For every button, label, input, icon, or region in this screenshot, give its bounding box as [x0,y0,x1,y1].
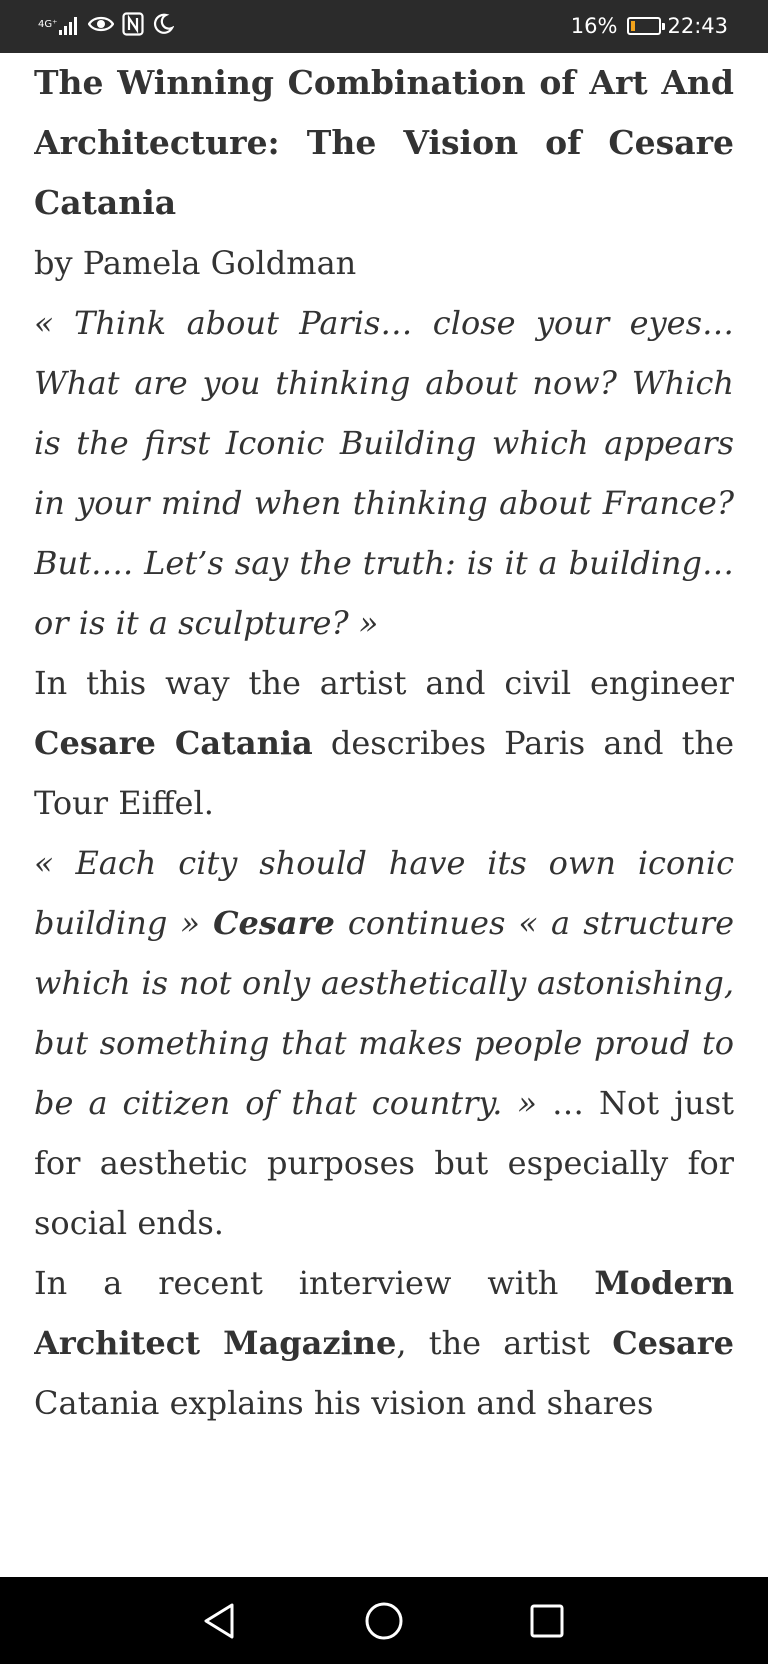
bold-name: Cesare [612,1324,734,1362]
recents-button[interactable] [525,1599,569,1643]
bold-name: Cesare Catania [34,724,313,762]
text-span: , the artist [396,1324,613,1362]
status-icons-right [571,12,728,40]
quote-span: continues « a structure which is not only aesthetically astonishing, but something that makes people proud to be a citizen of that country. » [34,904,734,1122]
battery-percent: 16% [570,14,618,38]
home-button[interactable] [362,1599,406,1643]
text-span: describes Paris and the Tour Eiffel. [34,724,734,822]
network-type-label: 4G⁺ [38,19,58,30]
paragraph-quote-paris: « Think about Paris… close your eyes… What are you thinking about now? Which is the first Iconic Building which appears in your mind when thinking about France? But…. Let’s say the truth: is it a building… or is it a sculpture? » [34,304,734,642]
battery-icon [627,17,661,35]
navigation-bar [0,1577,768,1664]
text-span: Catania explains his vision and shares [34,1384,654,1422]
text-span: … Not just for aesthetic purposes but especially for social ends. [34,1084,734,1242]
bold-name: Cesare [213,904,335,942]
recents-square-icon [529,1603,565,1639]
eye-icon [88,15,114,37]
moon-icon [152,13,174,39]
signal-icon [38,16,80,36]
bold-magazine: Modern Architect Magazine [34,1264,734,1362]
back-button[interactable] [197,1599,241,1643]
text-span: In this way the artist and civil engineer [34,664,734,702]
clock: 22:43 [667,14,728,38]
paragraph-intro [34,653,734,833]
status-icons-left [38,12,174,40]
back-triangle-icon [201,1602,237,1640]
paragraph-interview [34,1253,734,1433]
article-content [34,53,734,1577]
status-bar [0,0,768,53]
quote-span: « Each city should have its own iconic building » [34,844,734,942]
article-byline: by Pamela Goldman [34,244,357,282]
article-title: The Winning Combination of Art And Architecture: The Vision of Cesare Catania [34,63,734,222]
text-span: In a recent interview with [34,1264,595,1302]
battery-level [631,21,635,31]
home-circle-icon [364,1601,404,1641]
paragraph-iconic-building [34,833,734,1253]
nfc-icon [122,12,144,40]
